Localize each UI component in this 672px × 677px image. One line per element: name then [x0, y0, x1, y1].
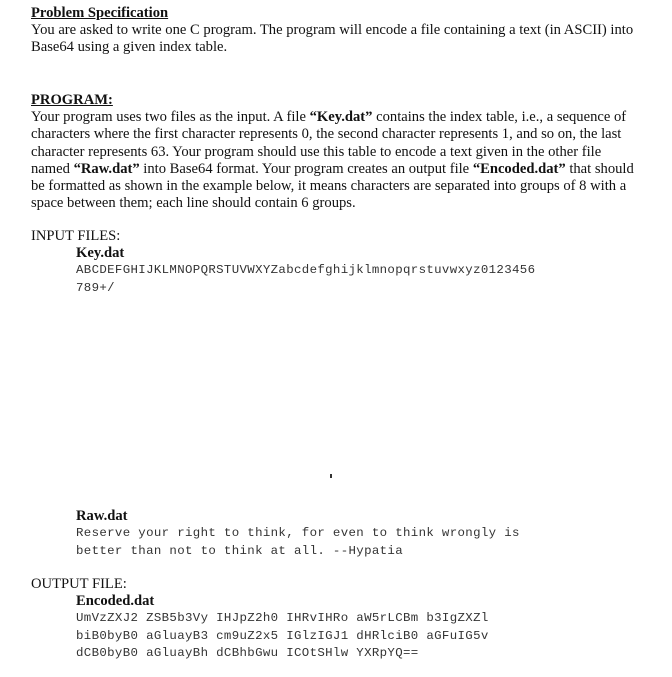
raw-dat-section — [76, 508, 520, 560]
key-file-name: “Key.dat” — [309, 109, 373, 126]
program-description — [31, 109, 641, 212]
program-section — [31, 92, 641, 212]
key-dat-line-1: ABCDEFGHIJKLMNOPQRSTUVWXYZabcdefghijklmnopqrstuvwxyz0123456 — [76, 263, 536, 278]
problem-text: You are asked to write one C program. The program will encode a file containing a text (in ASCII) into Base64 using a given index table. — [31, 22, 634, 56]
encoded-line-2: biB0byB0 aGluayB3 cm9uZ2x5 IGlzIGJ1 dHRlciB0 aGFuIG5v — [76, 628, 489, 643]
stray-mark — [330, 474, 332, 478]
encoded-file-name: “Encoded.dat” — [472, 160, 566, 177]
encoded-dat-section — [76, 593, 489, 663]
program-heading: PROGRAM: — [31, 92, 113, 108]
encoded-line-3: dCB0byB0 aGluayBh dCBhbGwu ICOtSHlw YXRpYQ== — [76, 646, 419, 661]
key-dat-section — [76, 245, 535, 297]
program-text-4: that should be formatted as shown in the example below, it means characters are separated into groups of 8 with a space between them; each line should contain 6 groups. — [31, 160, 634, 212]
program-text-2: contains the index table, i.e., a sequence of characters where the first character represents 0, the second character represents 1, and so on, the last character represents 63. Your program should use this table to encode a text given in the other file named — [31, 109, 627, 177]
problem-section — [31, 5, 641, 57]
raw-dat-line-2: better than not to think at all. --Hypatia — [76, 543, 403, 558]
input-files-label: INPUT FILES: — [31, 228, 121, 244]
encoded-line-1: UmVzZXJ2 ZSB5b3Vy IHJpZ2h0 IHRvIHRo aW5rLCBm b3IgZXZl — [76, 611, 489, 626]
raw-dat-line-1: Reserve your right to think, for even to think wrongly is — [76, 526, 520, 541]
raw-file-name: “Raw.dat” — [73, 160, 140, 177]
raw-dat-title: Raw.dat — [76, 508, 128, 524]
key-dat-title: Key.dat — [76, 245, 125, 261]
program-text-1: Your program uses two files as the input. A file — [31, 109, 310, 126]
problem-heading: Problem Specification — [31, 5, 169, 21]
output-file-label: OUTPUT FILE: — [31, 576, 127, 592]
encoded-dat-title: Encoded.dat — [76, 593, 155, 609]
key-dat-line-2: 789+/ — [76, 280, 115, 295]
program-text-3: into Base64 format. Your program creates an output file — [139, 160, 473, 177]
